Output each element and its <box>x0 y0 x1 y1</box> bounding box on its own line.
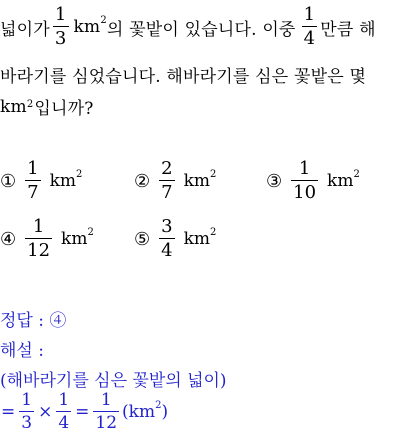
result-unit <box>122 402 168 422</box>
area-denominator: 3 <box>54 28 67 49</box>
question-line2-text: 바라기를 심었습니다. 해바라기를 심은 꽃밭은 몇 <box>0 67 367 87</box>
choice-4-fraction <box>25 218 52 260</box>
choice-2-fraction <box>159 160 174 202</box>
times-sign: × <box>38 402 53 422</box>
solution-b-numerator: 1 <box>58 390 70 410</box>
equals-sign: = <box>75 402 90 422</box>
question-line1-mid: 의 꽃밭이 있습니다. 이중 <box>106 19 296 40</box>
area-numerator: 1 <box>54 4 67 25</box>
choice-1-unit-sup: 2 <box>76 169 83 181</box>
choice-3-denominator: 10 <box>293 182 317 203</box>
choice-1-fraction <box>25 160 40 202</box>
line3-unit-sup: 2 <box>26 99 34 110</box>
choice-5-denominator: 4 <box>161 240 173 261</box>
choice-2-unit-text: km <box>183 171 211 191</box>
solution-a-denominator: 3 <box>21 413 33 433</box>
area-unit-sup: 2 <box>100 15 107 27</box>
area-fraction <box>53 6 69 48</box>
answer-label-text: 정답 : ④ <box>0 311 67 331</box>
choice-3-unit-text: km <box>327 171 354 191</box>
choice-1-numerator: 1 <box>27 158 39 179</box>
equals-sign-start: = <box>1 402 16 422</box>
solution-b-denominator: 4 <box>58 413 70 433</box>
choice-marker-5: ⑤ <box>134 228 151 250</box>
choice-5-fraction <box>159 218 174 260</box>
choice-4-unit-text: km <box>61 229 88 249</box>
choice-4-denominator: 12 <box>27 240 51 261</box>
area-unit-text: km <box>73 17 101 37</box>
solution-fraction-c <box>93 392 119 432</box>
question-line-2 <box>0 62 366 87</box>
part-fraction <box>302 6 318 48</box>
solution-c-numerator: 1 <box>100 390 112 410</box>
choice-marker-1: ① <box>0 170 17 192</box>
result-unit-close: ) <box>161 402 169 422</box>
answer-label <box>0 306 66 331</box>
question-line3-post: 입니까? <box>34 99 94 119</box>
line3-unit: km <box>0 96 27 117</box>
choice-4-numerator: 1 <box>32 216 45 237</box>
choice-5-unit-sup: 2 <box>210 227 217 239</box>
choice-1-unit <box>50 171 83 191</box>
choice-2[interactable] <box>134 160 216 202</box>
choice-3-numerator: 1 <box>298 158 311 179</box>
choice-3-unit-sup: 2 <box>353 169 360 181</box>
explanation-text <box>0 366 227 391</box>
choice-marker-2: ② <box>134 170 151 192</box>
question-line1-post: 만큼 해 <box>320 19 376 40</box>
solution-fraction-a <box>19 392 34 432</box>
choice-4-unit <box>61 229 94 249</box>
solution-equation <box>0 392 168 432</box>
question-line-1 <box>0 6 376 48</box>
choice-1-unit-text: km <box>49 171 77 191</box>
choice-3-unit <box>327 171 360 191</box>
choice-5-unit-text: km <box>183 229 211 249</box>
question-line-3 <box>0 94 94 119</box>
question-line1-pre: 넓이가 <box>0 19 50 40</box>
result-unit-open: (km <box>122 402 156 422</box>
choice-2-unit-sup: 2 <box>210 169 217 181</box>
part-denominator: 4 <box>303 28 316 49</box>
choice-4[interactable] <box>0 218 94 260</box>
choice-marker-4: ④ <box>0 228 17 250</box>
solution-fraction-b <box>56 392 71 432</box>
choice-4-unit-sup: 2 <box>87 227 94 239</box>
choice-5-numerator: 3 <box>161 216 173 237</box>
area-unit <box>74 17 107 37</box>
explanation-label-text: 해설 : <box>0 341 44 361</box>
choice-3[interactable] <box>266 160 360 202</box>
explanation-text-content: (해바라기를 심은 꽃밭의 넓이) <box>0 371 227 391</box>
choice-1-denominator: 7 <box>27 182 39 203</box>
explanation-label <box>0 336 44 361</box>
solution-c-denominator: 12 <box>95 413 118 433</box>
choice-2-numerator: 2 <box>161 158 173 179</box>
choice-1[interactable] <box>0 160 82 202</box>
choice-5-unit <box>184 229 217 249</box>
result-unit-sup: 2 <box>155 400 162 412</box>
choice-3-fraction <box>291 160 318 202</box>
choice-2-denominator: 7 <box>161 182 173 203</box>
choice-marker-3: ③ <box>266 170 283 192</box>
choice-2-unit <box>184 171 217 191</box>
part-numerator: 1 <box>303 4 316 25</box>
solution-a-numerator: 1 <box>21 390 33 410</box>
choice-5[interactable] <box>134 218 216 260</box>
